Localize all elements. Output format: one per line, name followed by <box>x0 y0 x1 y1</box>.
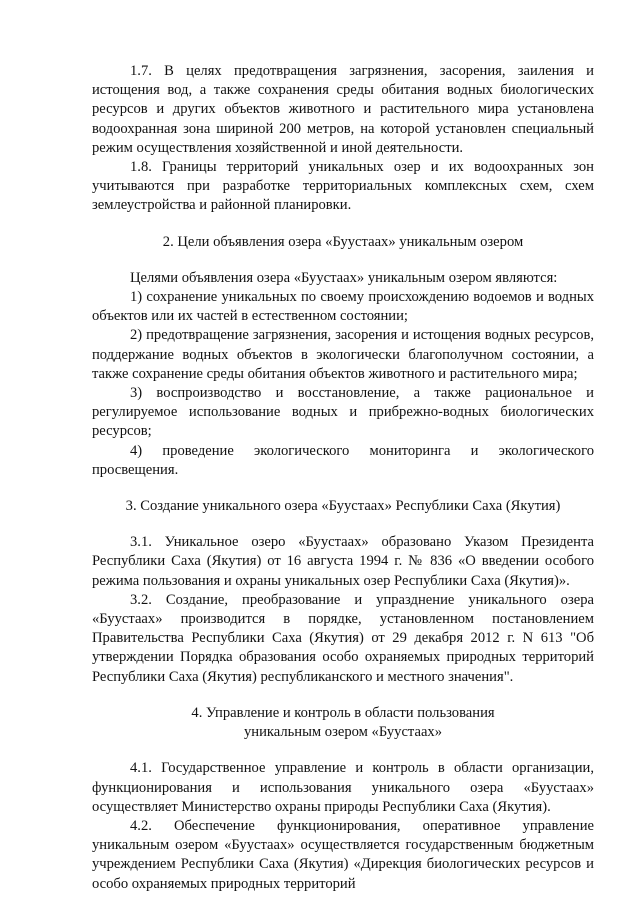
paragraph-3-1: 3.1. Уникальное озеро «Буустаах» образовано Указом Президента Республики Саха (Якутия) от 16 августа 1994 г. № 836 «О введении особого режима пользования и охраны уникальных озер Республики Саха (Якутия)». <box>92 534 594 589</box>
paragraph-3-2: 3.2. Создание, преобразование и упразднение уникального озера «Буустаах» производится в порядке, установленном постановлением Правительства Республики Саха (Якутия) от 29 декабря 2012 г. N 613 "Об утверждении Порядка образования особо охраняемых природных территорий Республики Саха (Якутия) республиканского и местного значения". <box>92 591 594 685</box>
goal-item-4: 4) проведение экологического мониторинга и экологического просвещения. <box>92 442 594 478</box>
goal-item-3: 3) воспроизводство и восстановление, а также рациональное и регулируемое использование водных и прибрежно-водных биологических ресурсов; <box>92 385 594 440</box>
paragraph-4-1: 4.1. Государственное управление и контроль в области организации, функционирования и использования уникального озера «Буустаах» осуществляет Министерство охраны природы Республики Саха (Якутия). <box>92 760 594 815</box>
section-3-heading: 3. Создание уникального озера «Буустаах» Республики Саха (Якутия) <box>125 498 561 515</box>
paragraph-4-2: 4.2. Обеспечение функционирования, оперативное управление уникальным озером «Буустаах» осуществляется государственным бюджетным учреждением Республики Саха (Якутия) «Дирекция биологических ресурсов и особо охраняемых природных территорий <box>92 817 594 892</box>
paragraph-1-7: 1.7. В целях предотвращения загрязнения, засорения, заиления и истощения вод, а также сохранения среды обитания водных биологических ресурсов и других объектов животного и растительного мира установлена водоохранная зона шириной 200 метров, на которой установлен специальный режим осуществления хозяйственной и иной деятельности. <box>92 63 594 156</box>
section-4-heading-line-2: уникальным озером «Буустаах» <box>243 724 443 741</box>
paragraph-1-8: 1.8. Границы территорий уникальных озер и их водоохранных зон учитываются при разработке территориальных комплексных схем, схем землеустройства и районной планировки. <box>92 159 594 214</box>
goal-item-2: 2) предотвращение загрязнения, засорения и истощения водных ресурсов, поддержание водных объектов в экологически благополучном состоянии, а также сохранение среды обитания объектов животного и растительного мира; <box>92 327 594 382</box>
section-2-intro: Целями объявления озера «Буустаах» уникальным озером являются: <box>130 269 558 286</box>
goal-item-1: 1) сохранение уникальных по своему происхождению водоемов и водных объектов или их частей в естественном состоянии; <box>92 289 594 325</box>
section-2-heading: 2. Цели объявления озера «Буустаах» уникальным озером <box>162 233 524 250</box>
section-4-heading-line-1: 4. Управление и контроль в области пользования <box>191 704 495 721</box>
